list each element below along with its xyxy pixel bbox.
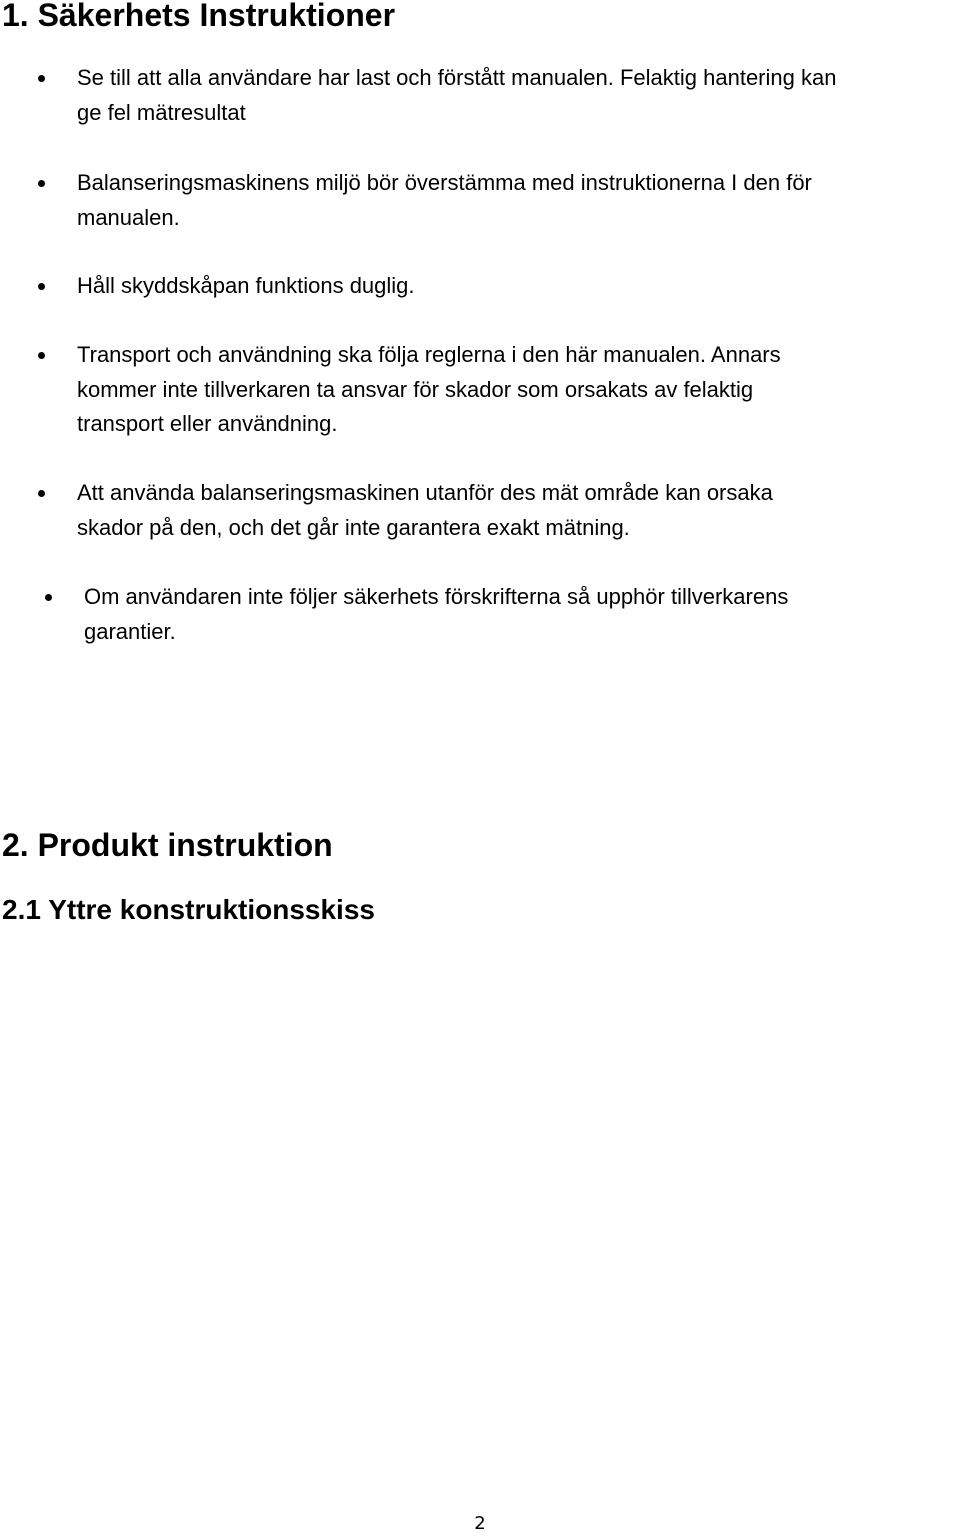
list-item-line: skador på den, och det går inte garantera exakt mätning. [77,514,630,540]
bullet-icon [38,283,45,290]
bullet-icon [38,490,45,497]
list-item-text [77,269,415,304]
section-1-title: 1. Säkerhets Instruktioner [2,0,396,33]
list-item-line: ge fel mätresultat [77,99,246,125]
list-item-line: garantier. [84,618,176,644]
list-item-text [77,166,812,235]
list-item-text [77,476,773,545]
bullet-icon [38,75,45,82]
list-item-line: transport eller användning. [77,411,338,436]
bullet-icon [45,594,52,601]
list-item-text [77,338,781,442]
list-item-text [84,580,788,649]
list-item-line: manualen. [77,204,180,230]
list-item-line: Transport och användning ska följa reglerna i den här manualen. Annars [77,342,781,367]
list-item-line: Se till att alla användare har last och förstått manualen. Felaktig hantering kan [77,65,837,90]
list-item-line: Håll skyddskåpan funktions duglig. [77,273,415,298]
list-item-line: kommer inte tillverkaren ta ansvar för skador som orsakats av felaktig [77,376,754,402]
page-number: 2 [474,1513,486,1534]
bullet-icon [38,180,45,187]
list-item-line: Balanseringsmaskinens miljö bör överstämma med instruktionerna I den för [77,170,812,195]
list-item-line: Om användaren inte följer säkerhets förskrifterna så upphör tillverkarens [84,584,789,609]
list-item-text [77,61,836,130]
list-item-line: Att använda balanseringsmaskinen utanför des mät område kan orsaka [77,480,773,505]
subsection-2-1-title: 2.1 Yttre konstruktionsskiss [2,894,375,925]
bullet-icon [38,352,45,359]
section-2-title: 2. Produkt instruktion [2,827,333,863]
